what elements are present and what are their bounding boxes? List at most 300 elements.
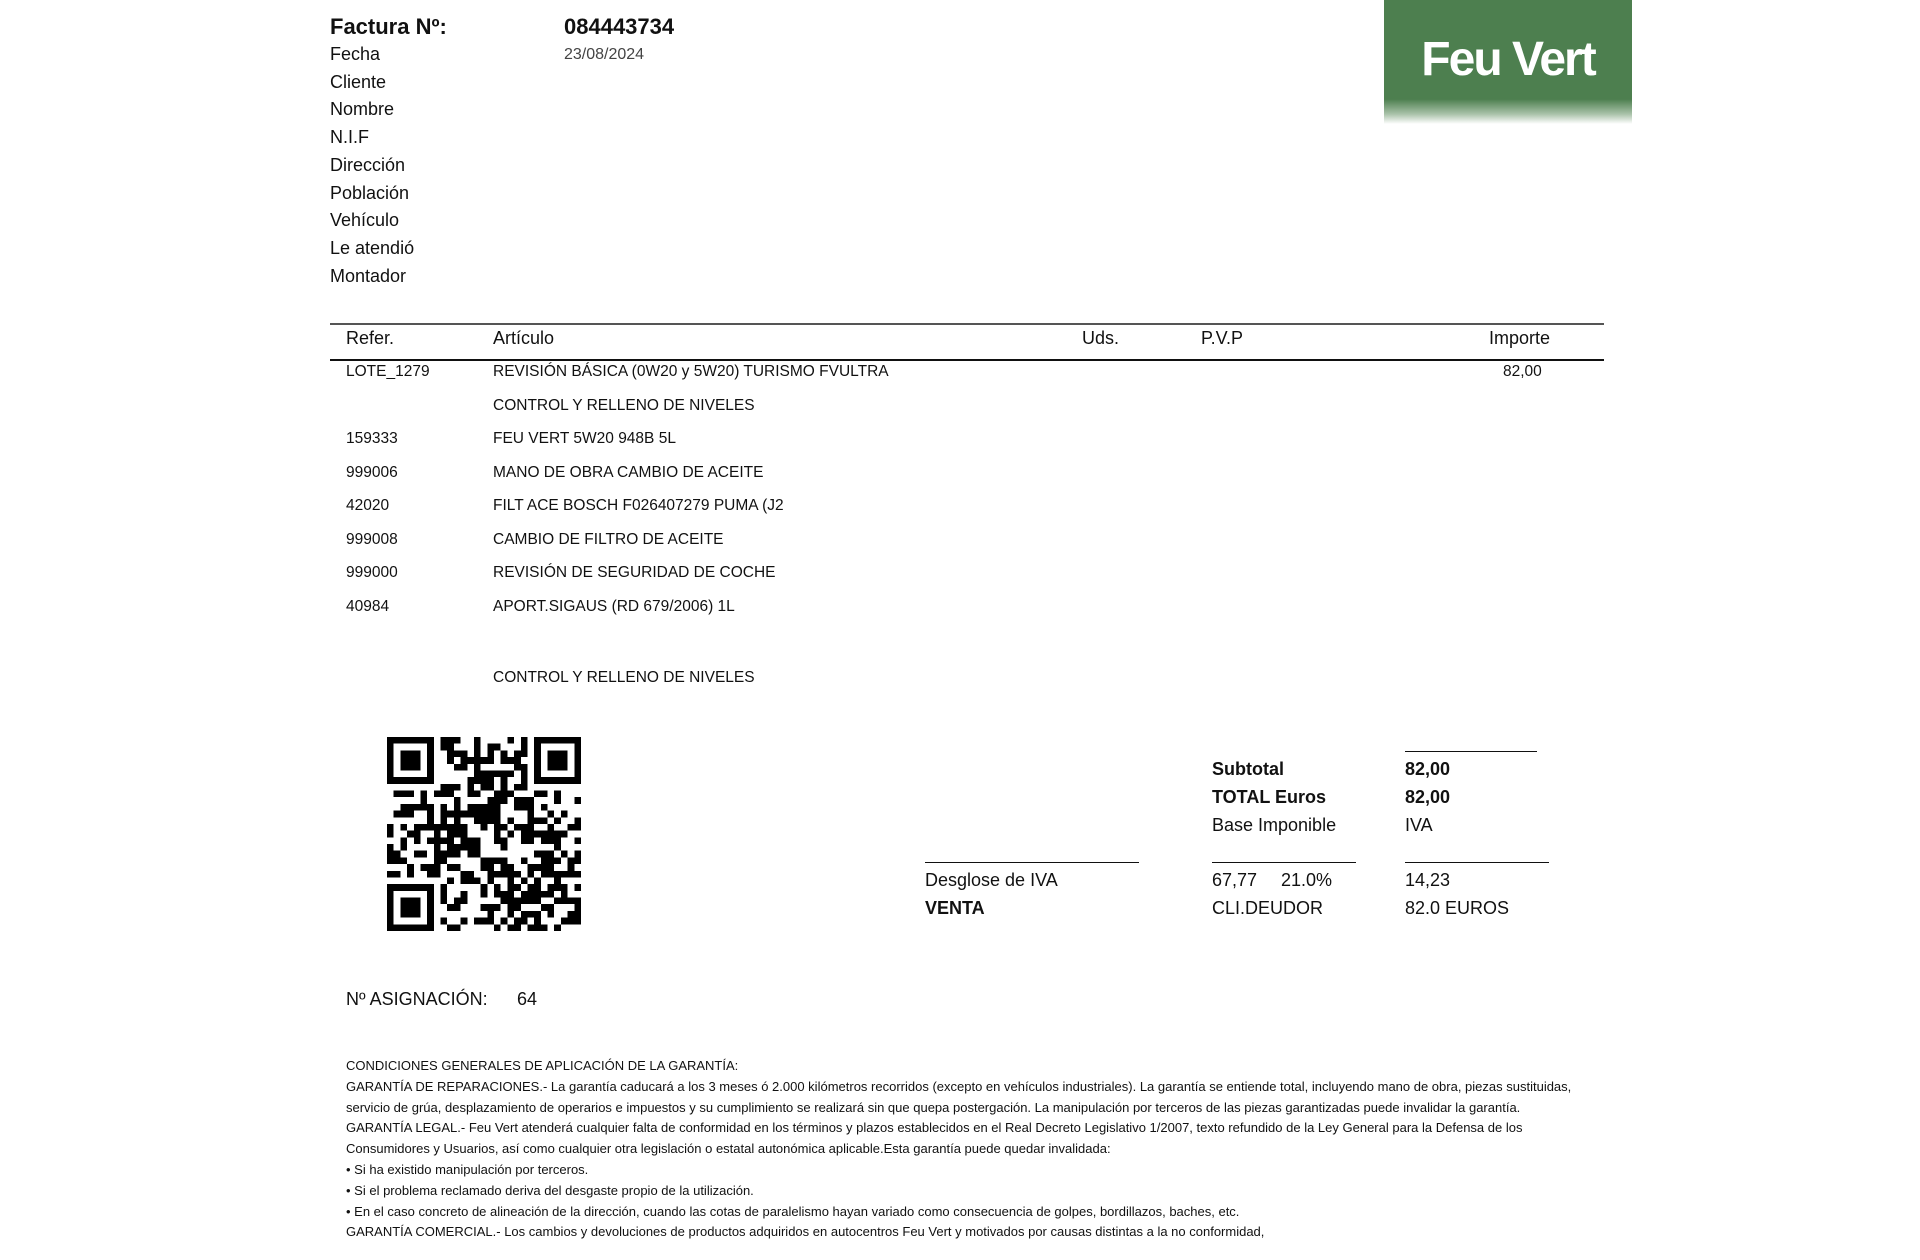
qr-module — [554, 817, 561, 824]
qr-module — [467, 757, 474, 764]
qr-module — [467, 877, 474, 884]
total-value: 82,00 — [1405, 787, 1451, 807]
qr-module — [467, 837, 474, 844]
qr-module — [387, 857, 394, 864]
qr-module — [501, 770, 508, 777]
qr-module — [554, 750, 561, 757]
qr-module — [548, 904, 555, 911]
qr-module — [541, 817, 548, 824]
qr-module — [548, 824, 555, 831]
qr-module — [548, 851, 555, 858]
qr-module — [487, 871, 494, 878]
qr-module — [420, 864, 427, 871]
qr-module — [514, 804, 521, 811]
qr-module — [507, 877, 514, 884]
col-header-uds: Uds. — [1082, 328, 1120, 348]
qr-module — [541, 871, 548, 878]
qr-module — [507, 891, 514, 898]
qr-module — [400, 857, 407, 864]
qr-module — [441, 824, 448, 831]
qr-module — [481, 904, 488, 911]
qr-module — [407, 871, 414, 878]
qr-module — [461, 898, 468, 905]
qr-module — [494, 857, 501, 864]
qr-module — [441, 784, 448, 791]
qr-module — [420, 804, 427, 811]
qr-module — [414, 904, 421, 911]
qr-module — [434, 844, 441, 851]
qr-module — [527, 924, 534, 931]
qr-module — [441, 851, 448, 858]
qr-module — [407, 737, 414, 744]
qr-module — [554, 737, 561, 744]
qr-module — [447, 824, 454, 831]
qr-module — [548, 884, 555, 891]
qr-module — [548, 811, 555, 818]
qr-module — [447, 924, 454, 931]
qr-module — [474, 918, 481, 925]
qr-module — [441, 837, 448, 844]
qr-module — [554, 857, 561, 864]
qr-module — [494, 817, 501, 824]
venta-label: VENTA — [925, 898, 985, 918]
qr-module — [461, 844, 468, 851]
qr-module — [481, 770, 488, 777]
qr-module — [527, 824, 534, 831]
qr-module — [387, 777, 394, 784]
qr-module — [434, 791, 441, 798]
qr-module — [487, 817, 494, 824]
qr-module — [548, 864, 555, 871]
qr-module — [400, 911, 407, 918]
qr-module — [548, 750, 555, 757]
qr-module — [454, 831, 461, 838]
qr-module — [574, 764, 581, 771]
qr-module — [574, 851, 581, 858]
row-ref: 999008 — [346, 530, 398, 548]
qr-module — [427, 804, 434, 811]
qr-module — [387, 904, 394, 911]
qr-module — [574, 898, 581, 905]
qr-module — [394, 737, 401, 744]
qr-module — [427, 811, 434, 818]
qr-module — [427, 817, 434, 824]
qr-module — [400, 844, 407, 851]
qr-module — [481, 918, 488, 925]
qr-module — [548, 831, 555, 838]
qr-module — [494, 924, 501, 931]
col-header-refer: Refer. — [346, 328, 395, 348]
qr-module — [427, 904, 434, 911]
qr-module — [427, 864, 434, 871]
qr-module — [561, 750, 568, 757]
row-desc: CONTROL Y RELLENO DE NIVELES — [493, 396, 755, 414]
qr-module — [527, 804, 534, 811]
condition-paragraph: CONDICIONES GENERALES DE APLICACIÓN DE LA GARANTÍA: — [346, 1058, 739, 1073]
qr-module — [501, 898, 508, 905]
qr-module — [394, 884, 401, 891]
qr-module — [521, 737, 528, 744]
desglose-rule — [925, 862, 1139, 863]
qr-module — [481, 777, 488, 784]
qr-module — [441, 737, 448, 744]
qr-module — [514, 757, 521, 764]
qr-module — [568, 824, 575, 831]
row-ref: 999000 — [346, 564, 398, 581]
qr-module — [534, 817, 541, 824]
iva-rate: 21.0% — [1281, 870, 1333, 890]
qr-module — [387, 770, 394, 777]
qr-module — [527, 797, 534, 804]
qr-module — [494, 871, 501, 878]
qr-module — [420, 924, 427, 931]
qr-module — [521, 750, 528, 757]
qr-module — [481, 884, 488, 891]
qr-module — [447, 737, 454, 744]
qr-module — [387, 844, 394, 851]
qr-module — [441, 898, 448, 905]
qr-module — [407, 750, 414, 757]
qr-module — [507, 911, 514, 918]
qr-module — [427, 764, 434, 771]
qr-module — [400, 924, 407, 931]
qr-module — [447, 851, 454, 858]
qr-module — [561, 764, 568, 771]
qr-module — [487, 797, 494, 804]
qr-module — [527, 911, 534, 918]
qr-module — [407, 924, 414, 931]
qr-module — [527, 817, 534, 824]
qr-module — [387, 824, 394, 831]
qr-module — [481, 891, 488, 898]
qr-module — [507, 817, 514, 824]
qr-module — [481, 757, 488, 764]
qr-module — [447, 864, 454, 871]
qr-module — [568, 918, 575, 925]
condition-paragraph: • En el caso concreto de alineación de la dirección, cuando las cotas de paralelismo hayan variado como consecuencia de golpes, bordillazos, baches, etc. — [346, 1203, 1240, 1219]
qr-module — [407, 864, 414, 871]
qr-module — [561, 777, 568, 784]
qr-module — [400, 750, 407, 757]
qr-module — [574, 904, 581, 911]
row-ref: 159333 — [346, 430, 398, 447]
feu-vert-logo — [1384, 0, 1632, 124]
qr-module — [427, 837, 434, 844]
qr-module — [501, 797, 508, 804]
qr-module — [461, 877, 468, 884]
qr-module — [574, 857, 581, 864]
qr-module — [514, 764, 521, 771]
qr-module — [387, 851, 394, 858]
qr-module — [394, 924, 401, 931]
qr-module — [461, 824, 468, 831]
qr-module — [554, 844, 561, 851]
qr-module — [507, 864, 514, 871]
qr-module — [427, 918, 434, 925]
qr-module — [427, 770, 434, 777]
base-rule — [1212, 862, 1356, 863]
qr-module — [454, 750, 461, 757]
qr-module — [527, 871, 534, 878]
qr-module — [387, 884, 394, 891]
qr-module — [507, 898, 514, 905]
qr-module — [554, 764, 561, 771]
qr-module — [568, 871, 575, 878]
qr-module — [407, 898, 414, 905]
qr-module — [487, 918, 494, 925]
qr-module — [541, 891, 548, 898]
qr-module — [527, 811, 534, 818]
iva-rule — [1405, 862, 1549, 863]
qr-module — [501, 750, 508, 757]
condition-paragraph: GARANTÍA LEGAL.- Feu Vert atenderá cualquier falta de conformidad en los términos y plazos establecidos en el Real Decreto Legislativo 1/2007, texto refundido de la Ley General para la Defensa de los Consumidores y Usuarios, así como cualquier otra legislación o estatal autonómica aplicable.Esta garantía puede quedar invalidada: — [346, 1120, 1523, 1157]
qr-module — [414, 837, 421, 844]
condition-paragraph: • Si el problema reclamado deriva del desgaste propio de la utilización. — [346, 1182, 754, 1198]
qr-module — [414, 757, 421, 764]
col-header-pvp: P.V.P — [1201, 328, 1244, 348]
qr-module — [414, 884, 421, 891]
qr-module — [394, 811, 401, 818]
qr-module — [461, 757, 468, 764]
qr-module — [414, 831, 421, 838]
qr-module — [454, 864, 461, 871]
qr-module — [454, 898, 461, 905]
qr-module — [454, 797, 461, 804]
condition-paragraph: GARANTÍA DE REPARACIONES.- La garantía caducará a los 3 meses ó 2.000 kilómetros recorridos (excepto en vehículos industriales). La garantía se entiende total, incluyendo mano de obra, piezas sustituidas, servicio de grúa, desplazamiento de operarios e impuestos y su cumplimiento se realizará sin que quepa postergación. La manipulación por terceros de las piezas garantizadas puede invalidar la garantía. — [346, 1078, 1572, 1115]
qr-module — [461, 918, 468, 925]
qr-module — [387, 924, 394, 931]
qr-module — [407, 764, 414, 771]
base-imponible-label: Base Imponible — [1212, 815, 1337, 835]
venta-type: CLI.DEUDOR — [1212, 898, 1324, 918]
qr-module — [507, 757, 514, 764]
qr-module — [548, 777, 555, 784]
qr-module — [561, 898, 568, 905]
qr-module — [541, 777, 548, 784]
qr-module — [541, 904, 548, 911]
qr-module — [514, 918, 521, 925]
qr-module — [541, 924, 548, 931]
qr-module — [554, 791, 561, 798]
qr-module — [494, 824, 501, 831]
qr-module — [474, 791, 481, 798]
table-top-rule — [330, 323, 1604, 325]
qr-module — [441, 791, 448, 798]
qr-module — [494, 904, 501, 911]
qr-module — [574, 770, 581, 777]
qr-module — [427, 898, 434, 905]
qr-module — [507, 884, 514, 891]
qr-module — [501, 844, 508, 851]
qr-module — [521, 797, 528, 804]
qr-module — [474, 877, 481, 884]
qr-module — [574, 797, 581, 804]
qr-module — [514, 898, 521, 905]
qr-module — [407, 811, 414, 818]
qr-module — [541, 737, 548, 744]
qr-module — [541, 831, 548, 838]
qr-module — [521, 804, 528, 811]
iva-value: 14,23 — [1405, 870, 1451, 890]
qr-module — [487, 784, 494, 791]
field-label: N.I.F — [330, 127, 369, 148]
qr-module — [474, 737, 481, 744]
qr-module — [467, 871, 474, 878]
qr-module — [441, 891, 448, 898]
qr-module — [574, 817, 581, 824]
qr-module — [387, 764, 394, 771]
qr-module — [521, 764, 528, 771]
qr-module — [461, 871, 468, 878]
qr-module — [461, 750, 468, 757]
row-ref: 999006 — [346, 463, 398, 481]
qr-module — [514, 871, 521, 878]
qr-module — [487, 911, 494, 918]
qr-module — [554, 837, 561, 844]
qr-module — [447, 831, 454, 838]
condition-paragraph: • Si ha existido manipulación por terceros. — [346, 1161, 589, 1177]
qr-module — [521, 784, 528, 791]
qr-module — [427, 744, 434, 751]
qr-module — [501, 864, 508, 871]
qr-module — [400, 898, 407, 905]
qr-module — [427, 871, 434, 878]
qr-module — [501, 871, 508, 878]
qr-module — [548, 757, 555, 764]
qr-module — [420, 824, 427, 831]
row-ref: 42020 — [346, 497, 390, 514]
qr-module — [467, 791, 474, 798]
qr-module — [487, 804, 494, 811]
qr-module — [474, 811, 481, 818]
qr-module — [527, 898, 534, 905]
qr-module — [541, 791, 548, 798]
qr-module — [568, 857, 575, 864]
qr-module — [474, 764, 481, 771]
row-desc: FEU VERT 5W20 948B 5L — [493, 430, 676, 447]
qr-module — [507, 831, 514, 838]
qr-module — [414, 851, 421, 858]
qr-module — [447, 757, 454, 764]
qr-module — [548, 764, 555, 771]
qr-module — [568, 911, 575, 918]
qr-module — [454, 737, 461, 744]
qr-module — [554, 898, 561, 905]
qr-module — [541, 857, 548, 864]
qr-code — [387, 737, 581, 931]
row-importe: 82,00 — [1503, 363, 1542, 380]
qr-module — [467, 851, 474, 858]
base-value: 67,77 — [1212, 870, 1258, 890]
qr-module — [574, 757, 581, 764]
qr-module — [494, 797, 501, 804]
qr-module — [501, 777, 508, 784]
qr-module — [494, 791, 501, 798]
qr-module — [514, 904, 521, 911]
qr-module — [487, 744, 494, 751]
qr-module — [467, 784, 474, 791]
condition-paragraph: GARANTÍA COMERCIAL.- Los cambios y devoluciones de productos adquiridos en autocentros Feu Vert y motivados por causas distintas a la no conformidad, — [346, 1224, 1265, 1240]
qr-module — [507, 871, 514, 878]
qr-module — [467, 777, 474, 784]
qr-module — [541, 851, 548, 858]
qr-module — [434, 831, 441, 838]
qr-module — [534, 918, 541, 925]
row-desc: APORT.SIGAUS (RD 679/2006) 1L — [493, 597, 735, 615]
qr-module — [574, 750, 581, 757]
field-label: Nombre — [330, 99, 395, 120]
qr-module — [387, 898, 394, 905]
qr-module — [541, 837, 548, 844]
qr-module — [487, 770, 494, 777]
qr-module — [548, 911, 555, 918]
qr-module — [541, 804, 548, 811]
qr-module — [534, 791, 541, 798]
qr-module — [420, 797, 427, 804]
qr-module — [414, 898, 421, 905]
qr-module — [414, 737, 421, 744]
qr-module — [521, 837, 528, 844]
qr-module — [414, 750, 421, 757]
qr-module — [514, 824, 521, 831]
qr-module — [514, 750, 521, 757]
qr-module — [414, 777, 421, 784]
qr-module — [534, 777, 541, 784]
qr-module — [414, 924, 421, 931]
qr-module — [521, 911, 528, 918]
qr-module — [574, 777, 581, 784]
qr-module — [527, 891, 534, 898]
qr-module — [548, 891, 555, 898]
qr-module — [521, 857, 528, 864]
qr-module — [394, 857, 401, 864]
qr-module — [534, 757, 541, 764]
qr-module — [574, 871, 581, 878]
qr-module — [447, 791, 454, 798]
row-desc: FILT ACE BOSCH F026407279 PUMA (J2 — [493, 497, 784, 514]
qr-module — [454, 851, 461, 858]
row-ref: 40984 — [346, 597, 390, 615]
qr-module — [441, 744, 448, 751]
qr-module — [400, 811, 407, 818]
qr-module — [554, 924, 561, 931]
invoice-date: 23/08/2024 — [564, 46, 645, 63]
qr-module — [467, 811, 474, 818]
qr-module — [407, 777, 414, 784]
qr-module — [394, 777, 401, 784]
qr-module — [427, 891, 434, 898]
qr-module — [481, 804, 488, 811]
qr-module — [454, 904, 461, 911]
qr-module — [507, 904, 514, 911]
qr-module — [521, 831, 528, 838]
qr-module — [561, 884, 568, 891]
qr-module — [501, 824, 508, 831]
qr-module — [548, 857, 555, 864]
qr-module — [514, 797, 521, 804]
row-ref: LOTE_1279 — [346, 363, 430, 380]
qr-module — [481, 811, 488, 818]
qr-module — [487, 777, 494, 784]
qr-module — [434, 824, 441, 831]
qr-module — [561, 891, 568, 898]
qr-module — [554, 757, 561, 764]
qr-module — [521, 898, 528, 905]
qr-module — [534, 737, 541, 744]
qr-module — [554, 797, 561, 804]
qr-module — [521, 744, 528, 751]
qr-module — [514, 884, 521, 891]
